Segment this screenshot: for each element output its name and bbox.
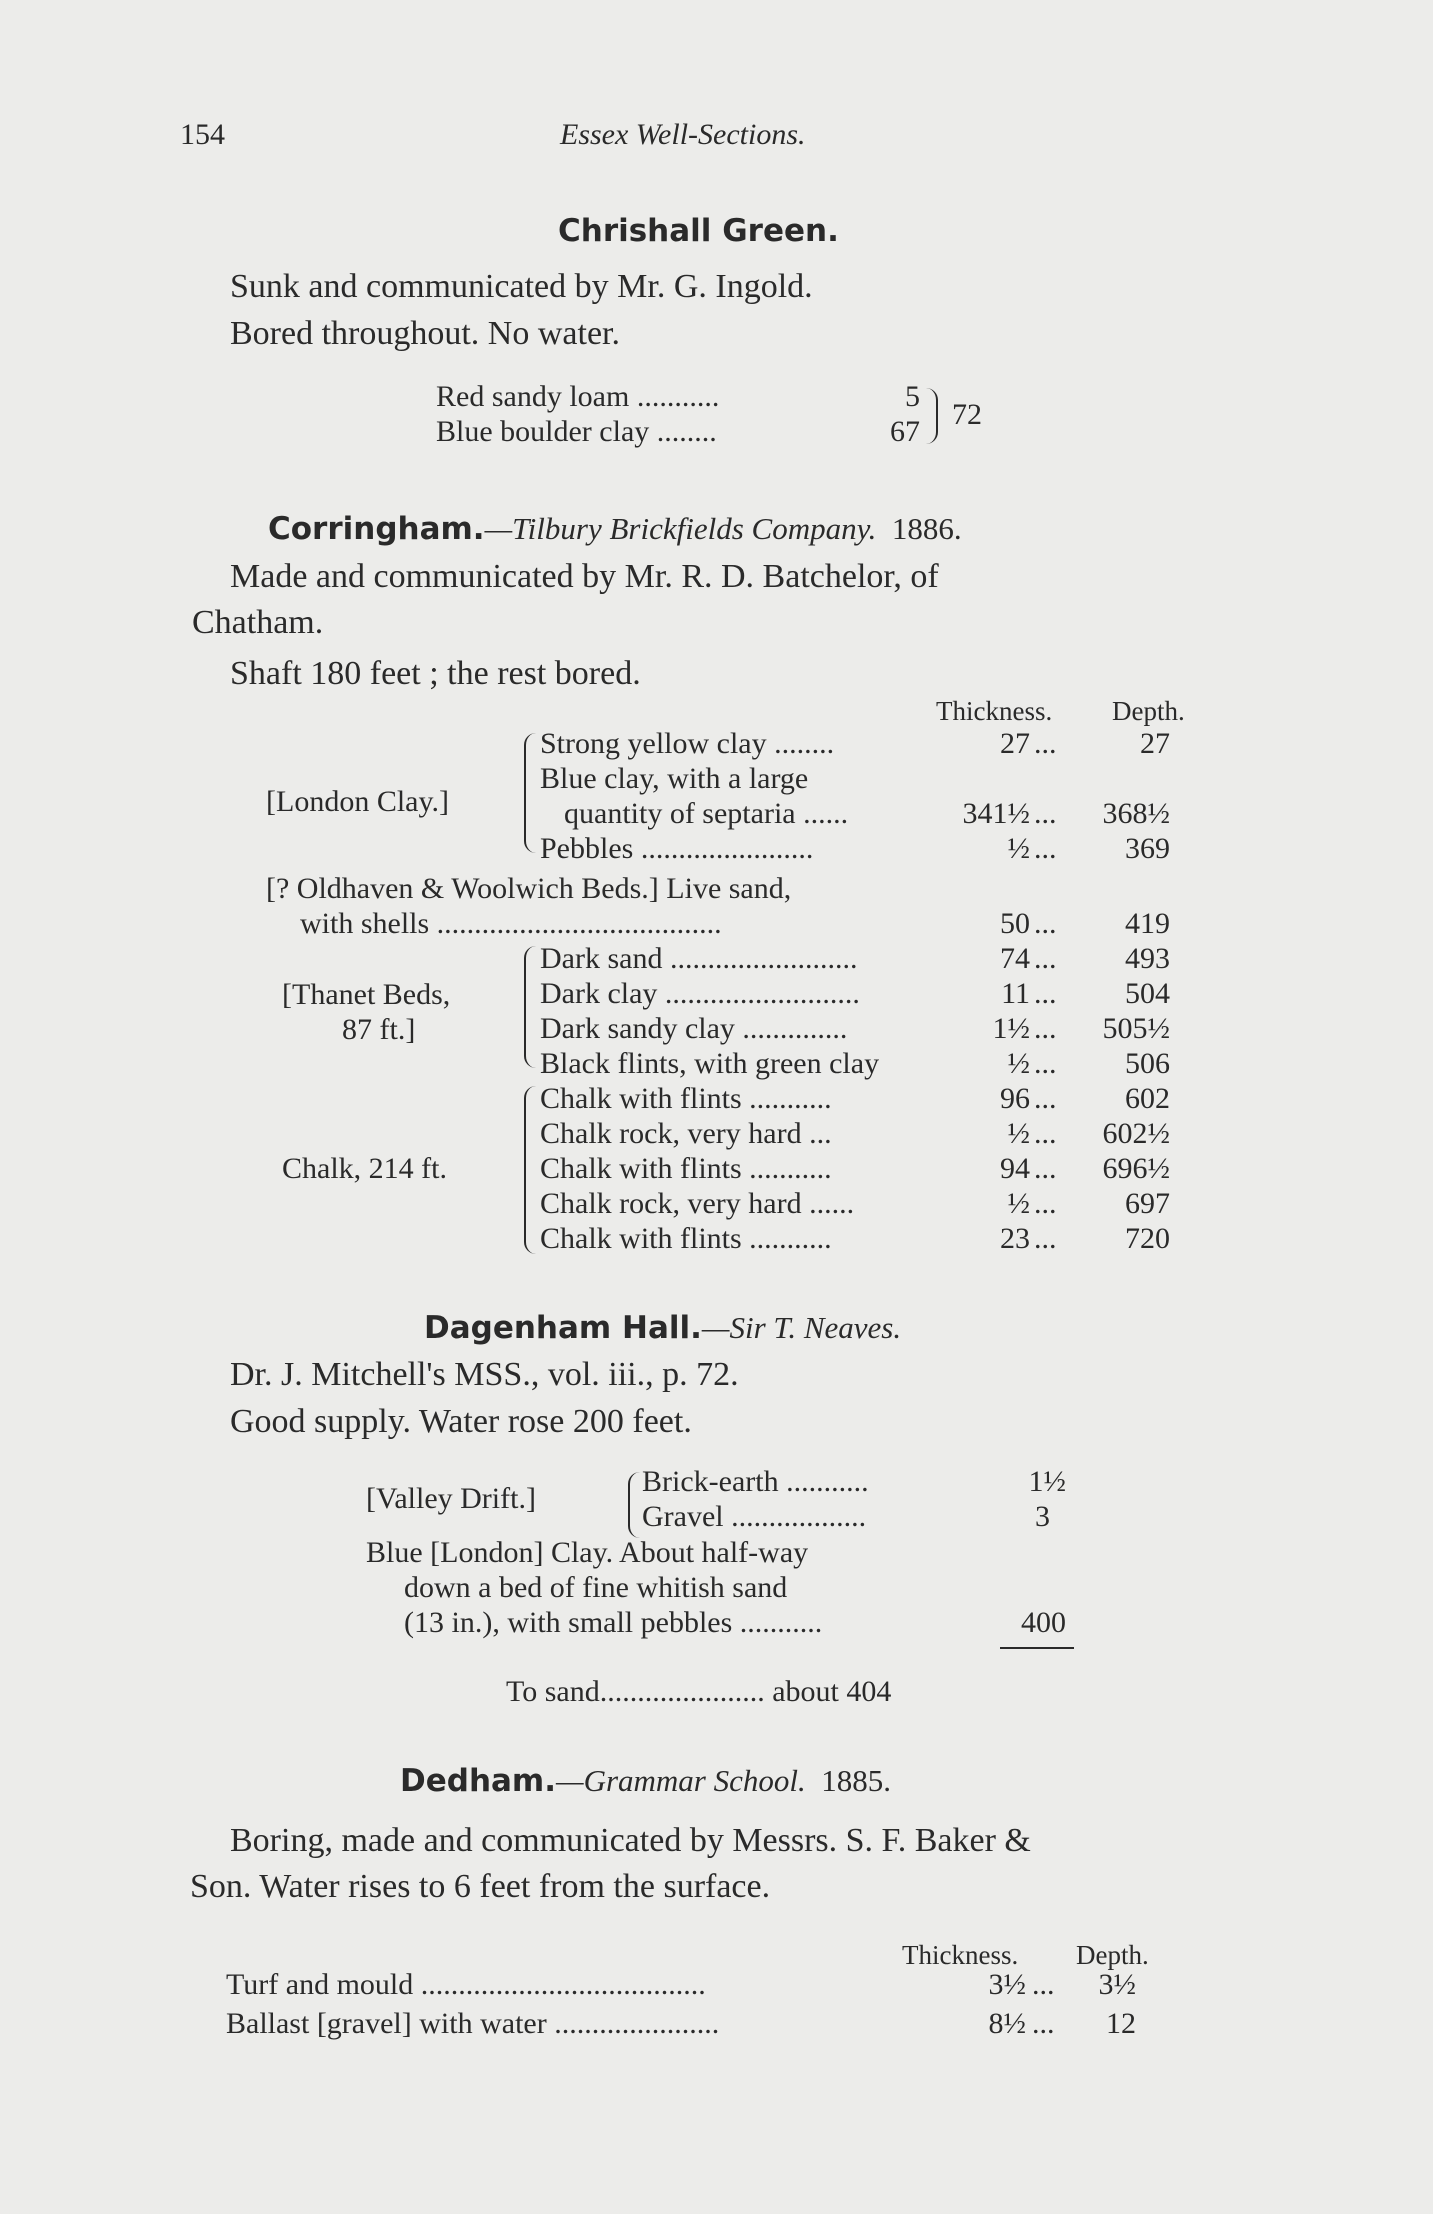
dedham-row-2: Ballast [gravel] with water ...................... [226, 2007, 720, 2040]
dagenham-line-1: Dr. J. Mitchell's MSS., vol. iii., p. 72. [230, 1356, 739, 1393]
dedham-row-2-depth: 12 [1106, 2007, 1136, 2040]
chalk-row-2-depth: 602½ [1102, 1117, 1170, 1150]
thanet-row-2: Dark clay .......................... [540, 977, 860, 1010]
chalk-row-5-thickness: 23 [1000, 1222, 1030, 1255]
chalk-row-1-depth: 602 [1125, 1082, 1170, 1115]
corringham-line-1: Made and communicated by Mr. R. D. Batchelor, of [230, 558, 939, 595]
corringham-col-depth: Depth. [1112, 696, 1185, 726]
drift-row-1-value: 1½ [1028, 1465, 1066, 1498]
thanet-row-1-thickness: 74 [1000, 942, 1030, 975]
london-clay-row-3: quantity of septaria ...... [564, 797, 849, 830]
drift-row-2-value: 3 [1035, 1500, 1050, 1533]
dedham-row-1-thickness: 3½ [988, 1968, 1026, 2001]
section-heading-chrishall: Chrishall Green. [558, 213, 839, 249]
dedham-col-depth: Depth. [1076, 1940, 1149, 1970]
thanet-row-4-thickness: ½ [1007, 1047, 1030, 1080]
to-sand-total: To sand...................... about 404 [506, 1675, 892, 1708]
dedham-line-2: Son. Water rises to 6 feet from the surface. [190, 1868, 771, 1905]
chrishall-row-2: Blue boulder clay ........ [436, 415, 717, 448]
thanet-label-1: [Thanet Beds, [282, 978, 451, 1011]
chalk-row-1-thickness: 96 [1000, 1082, 1030, 1115]
dedham-row-2-sep: ... [1032, 2007, 1055, 2040]
thanet-row-4: Black flints, with green clay [540, 1047, 880, 1080]
chrishall-row-1: Red sandy loam ........... [436, 380, 720, 413]
london-clay-row-4-thickness: ½ [1007, 832, 1030, 865]
london-clay-row-4-sep: ... [1034, 832, 1057, 865]
chrishall-total: 72 [952, 398, 982, 431]
chalk-row-2-thickness: ½ [1007, 1117, 1030, 1150]
chalk-row-1-sep: ... [1034, 1082, 1057, 1115]
london-clay-row-1-thickness: 27 [1000, 727, 1030, 760]
blue-clay-line-3: (13 in.), with small pebbles ........... [404, 1606, 823, 1639]
london-clay-brace [524, 733, 536, 853]
chrishall-line-1: Sunk and communicated by Mr. G. Ingold. [230, 268, 813, 305]
london-clay-row-1-depth: 27 [1140, 727, 1170, 760]
page-number: 154 [180, 118, 225, 151]
blue-clay-line-2: down a bed of fine whitish sand [404, 1571, 788, 1604]
corringham-line-2: Chatham. [192, 604, 324, 641]
oldhaven-sep: ... [1034, 907, 1057, 940]
dedham-line-1: Boring, made and communicated by Messrs. S. F. Baker & [230, 1822, 1031, 1859]
blue-clay-line-1: Blue [London] Clay. About half-way [366, 1536, 809, 1569]
corringham-col-thickness: Thickness. [936, 696, 1053, 726]
oldhaven-line-1: [? Oldhaven & Woolwich Beds.] Live sand, [266, 872, 792, 905]
chalk-row-1: Chalk with flints ........... [540, 1082, 832, 1115]
dedham-row-1-depth: 3½ [1098, 1968, 1136, 2001]
drift-row-2: Gravel .................. [642, 1500, 867, 1533]
dedham-row-1-sep: ... [1032, 1968, 1055, 2001]
chalk-row-4-sep: ... [1034, 1187, 1057, 1220]
london-clay-row-4: Pebbles ....................... [540, 832, 814, 865]
dedham-row-2-thickness: 8½ [988, 2007, 1026, 2040]
london-clay-row-3-thickness: 341½ [962, 797, 1030, 830]
london-clay-row-3-sep: ... [1034, 797, 1057, 830]
thanet-row-4-sep: ... [1034, 1047, 1057, 1080]
thanet-label-2: 87 ft.] [342, 1013, 416, 1046]
chalk-label: Chalk, 214 ft. [282, 1152, 447, 1185]
chalk-row-3-thickness: 94 [1000, 1152, 1030, 1185]
london-clay-row-1: Strong yellow clay ........ [540, 727, 835, 760]
chalk-row-4-thickness: ½ [1007, 1187, 1030, 1220]
thanet-row-2-thickness: 11 [1001, 977, 1030, 1010]
thanet-row-2-sep: ... [1034, 977, 1057, 1010]
oldhaven-thickness: 50 [1000, 907, 1030, 940]
thanet-row-3-depth: 505½ [1102, 1012, 1170, 1045]
chrishall-line-2: Bored throughout. No water. [230, 315, 620, 352]
chalk-row-4: Chalk rock, very hard ...... [540, 1187, 855, 1220]
london-clay-row-1-sep: ... [1034, 727, 1057, 760]
sum-rule [1000, 1647, 1074, 1649]
blue-clay-value: 400 [1021, 1606, 1066, 1639]
dedham-row-1: Turf and mould ...................................... [226, 1968, 706, 2001]
chrishall-brace [926, 388, 938, 444]
dedham-col-thickness: Thickness. [902, 1940, 1019, 1970]
thanet-brace [524, 946, 536, 1068]
chalk-row-3-depth: 696½ [1102, 1152, 1170, 1185]
thanet-row-1-depth: 493 [1125, 942, 1170, 975]
oldhaven-line-2: with shells ...................................... [300, 907, 722, 940]
chrishall-row-2-value: 67 [890, 415, 920, 448]
thanet-row-3-thickness: 1½ [992, 1012, 1030, 1045]
thanet-row-2-depth: 504 [1125, 977, 1170, 1010]
drift-row-1: Brick-earth ........... [642, 1465, 869, 1498]
chalk-row-5-depth: 720 [1125, 1222, 1170, 1255]
valley-drift-brace [628, 1472, 640, 1538]
thanet-row-1: Dark sand ......................... [540, 942, 858, 975]
london-clay-label: [London Clay.] [266, 785, 450, 818]
chalk-row-5-sep: ... [1034, 1222, 1057, 1255]
chalk-row-2-sep: ... [1034, 1117, 1057, 1150]
thanet-row-3: Dark sandy clay .............. [540, 1012, 848, 1045]
section-heading-dedham: Dedham.—Grammar School. 1885. [400, 1763, 891, 1799]
london-clay-row-2: Blue clay, with a large [540, 762, 809, 795]
chalk-row-5: Chalk with flints ........... [540, 1222, 832, 1255]
dagenham-line-2: Good supply. Water rose 200 feet. [230, 1403, 692, 1440]
chalk-brace [524, 1086, 536, 1254]
chalk-row-2: Chalk rock, very hard ... [540, 1117, 832, 1150]
section-heading-corringham: Corringham.—Tilbury Brickfields Company. 1886. [268, 511, 962, 547]
chalk-row-3: Chalk with flints ........... [540, 1152, 832, 1185]
corringham-line-3: Shaft 180 feet ; the rest bored. [230, 655, 641, 692]
chalk-row-4-depth: 697 [1125, 1187, 1170, 1220]
thanet-row-3-sep: ... [1034, 1012, 1057, 1045]
running-title: Essex Well-Sections. [560, 118, 806, 151]
valley-drift-label: [Valley Drift.] [366, 1482, 536, 1515]
section-heading-dagenham: Dagenham Hall.—Sir T. Neaves. [424, 1310, 902, 1346]
london-clay-row-4-depth: 369 [1125, 832, 1170, 865]
thanet-row-1-sep: ... [1034, 942, 1057, 975]
oldhaven-depth: 419 [1125, 907, 1170, 940]
chalk-row-3-sep: ... [1034, 1152, 1057, 1185]
thanet-row-4-depth: 506 [1125, 1047, 1170, 1080]
chrishall-row-1-value: 5 [905, 380, 920, 413]
london-clay-row-3-depth: 368½ [1102, 797, 1170, 830]
